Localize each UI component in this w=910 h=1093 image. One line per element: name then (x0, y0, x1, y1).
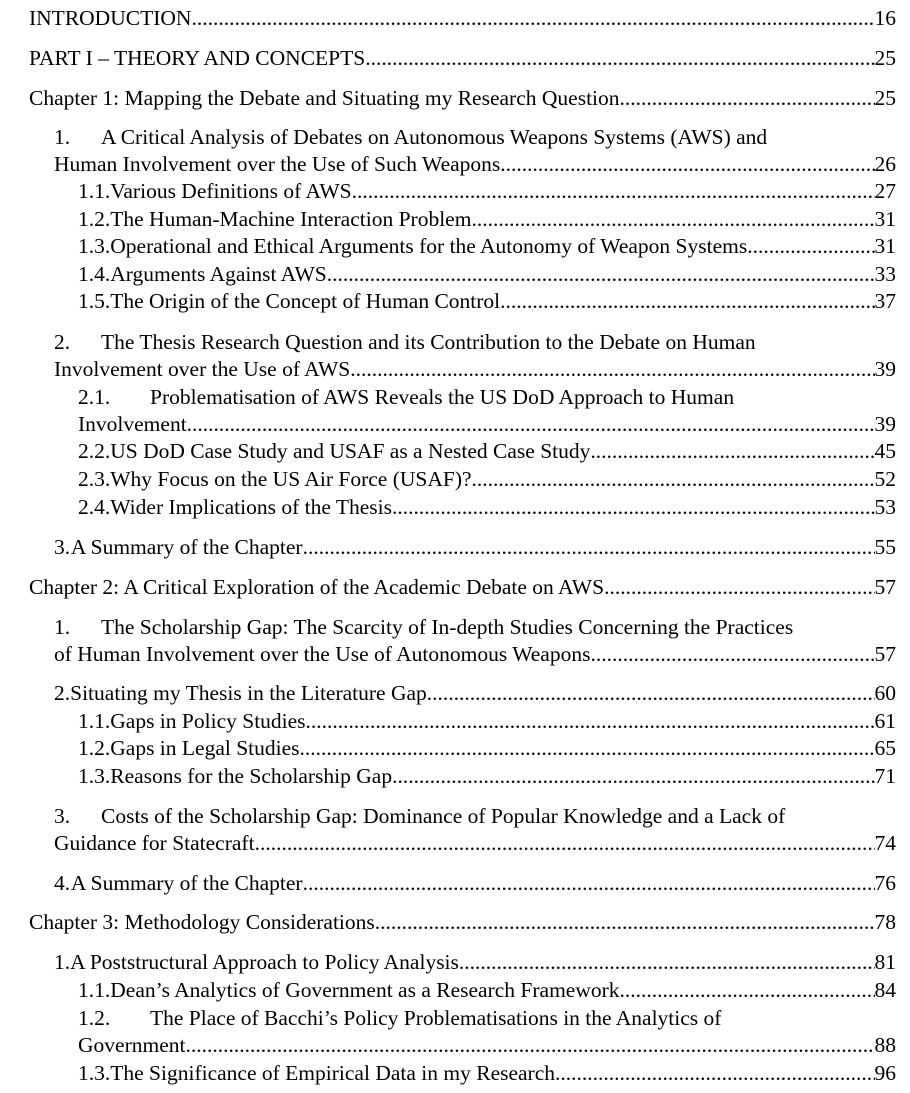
toc-entry-number: 3. (54, 535, 71, 559)
toc-entry-title: Involvement (78, 412, 187, 436)
dot-leader (350, 356, 874, 383)
toc-entry-page-number: 96 (874, 1061, 896, 1085)
toc-entry-page-number: 76 (874, 871, 896, 895)
toc-entry-number: 1.3. (78, 1061, 111, 1085)
toc-entry-title-first-line: The Scholarship Gap: The Scarcity of In-depth Studies Concerning the Practices (101, 615, 794, 639)
toc-entry-page-number: 27 (874, 179, 896, 203)
toc-entry-page-number: 60 (874, 681, 896, 705)
toc-entry-title: Why Focus on the US Air Force (USAF)? (110, 467, 472, 491)
toc-entry-title: A Summary of the Chapter (70, 535, 303, 559)
dot-leader (187, 411, 875, 438)
toc-entry-number: 2. (54, 681, 71, 705)
toc-entry-title: The Human-Machine Interaction Problem (110, 207, 472, 231)
toc-entry-page-number: 26 (874, 152, 896, 176)
toc-entry-page-number: 25 (874, 86, 896, 110)
toc-entry-page-number: 53 (874, 495, 896, 519)
dot-leader (500, 288, 874, 315)
toc-entry-title: Chapter 2: A Critical Exploration of the Academic Debate on AWS (29, 575, 605, 599)
toc-entry-number: 1.3. (78, 764, 111, 788)
toc-entry-page-number: 74 (874, 831, 896, 855)
toc-entry-title: Government (78, 1033, 186, 1057)
toc-entry-page-number: 16 (874, 6, 896, 30)
toc-entry-title: Chapter 1: Mapping the Debate and Situating my Research Question (29, 86, 620, 110)
toc-entry-number: 2.4. (78, 495, 111, 519)
dot-leader (427, 680, 875, 707)
dot-leader (303, 870, 875, 897)
toc-entry-page-number: 84 (874, 978, 896, 1002)
dot-leader (392, 494, 874, 521)
toc-entry-title: The Origin of the Concept of Human Control (110, 289, 501, 313)
toc-entry-page-number: 71 (874, 764, 896, 788)
toc-entry-title: PART I – THEORY AND CONCEPTS (29, 46, 366, 70)
toc-entry-title: Arguments Against AWS (110, 262, 327, 286)
dot-leader (300, 735, 875, 762)
toc-entry-page-number: 57 (874, 575, 896, 599)
toc-entry-page-number: 57 (874, 642, 896, 666)
toc-entry-number: 1.2. (78, 736, 111, 760)
toc-entry-title: Chapter 3: Methodology Considerations (29, 910, 375, 934)
dot-leader (472, 466, 875, 493)
toc-entry-title: INTRODUCTION (29, 6, 192, 30)
toc-entry-number: 1. (54, 950, 71, 974)
dot-leader (590, 438, 874, 465)
toc-entry-number: 2.1. (78, 385, 111, 409)
toc-entry-title: Reasons for the Scholarship Gap (110, 764, 393, 788)
dot-leader (306, 708, 875, 735)
toc-entry-title-first-line: Problematisation of AWS Reveals the US DoD Approach to Human (150, 385, 735, 409)
toc-entry-title: Situating my Thesis in the Literature Gap (70, 681, 427, 705)
toc-entry-page-number: 55 (874, 535, 896, 559)
dot-leader (604, 574, 874, 601)
dot-leader (500, 151, 874, 178)
dot-leader (191, 5, 874, 32)
toc-entry-number: 1.1. (78, 978, 111, 1002)
dot-leader (375, 909, 875, 936)
toc-entry-number: 2.3. (78, 467, 111, 491)
toc-entry-page-number: 65 (874, 736, 896, 760)
toc-entry-number: 2. (54, 330, 71, 354)
toc-entry-title-first-line: The Place of Bacchi’s Policy Problematisations in the Analytics of (150, 1006, 722, 1030)
toc-entry-title: Gaps in Legal Studies (110, 736, 300, 760)
toc-entry-title: Gaps in Policy Studies (110, 709, 306, 733)
toc-entry-title: of Human Involvement over the Use of Autonomous Weapons (54, 642, 591, 666)
toc-entry-page-number: 37 (874, 289, 896, 313)
toc-entry-number: 1. (54, 615, 71, 639)
dot-leader (747, 233, 874, 260)
toc-entry-title: Involvement over the Use of AWS (54, 357, 351, 381)
toc-entry-number: 1. (54, 125, 71, 149)
toc-entry-title: Wider Implications of the Thesis (110, 495, 393, 519)
toc-entry-page-number: 39 (874, 357, 896, 381)
toc-entry-title: Guidance for Statecraft (54, 831, 255, 855)
toc-entry-title: The Significance of Empirical Data in my Research (110, 1061, 556, 1085)
toc-entry-title: Various Definitions of AWS (110, 179, 352, 203)
toc-entry-number: 1.2. (78, 1006, 111, 1030)
toc-entry-page-number: 33 (874, 262, 896, 286)
dot-leader (471, 206, 874, 233)
toc-entry-number: 1.2. (78, 207, 111, 231)
toc-entry-number: 1.5. (78, 289, 111, 313)
dot-leader (620, 977, 875, 1004)
dot-leader (555, 1060, 874, 1087)
toc-entry-title-first-line: Costs of the Scholarship Gap: Dominance of Popular Knowledge and a Lack of (101, 804, 786, 828)
toc-entry-page-number: 52 (874, 467, 896, 491)
dot-leader (590, 641, 874, 668)
toc-entry-number: 4. (54, 871, 71, 895)
dot-leader (255, 830, 875, 857)
toc-entry-page-number: 31 (874, 207, 896, 231)
toc-entry-page-number: 78 (874, 910, 896, 934)
toc-entry-title: Human Involvement over the Use of Such Weapons (54, 152, 501, 176)
toc-entry-page-number: 31 (874, 234, 896, 258)
dot-leader (352, 178, 875, 205)
toc-entry-page-number: 61 (874, 709, 896, 733)
toc-entry-title-first-line: A Critical Analysis of Debates on Autonomous Weapons Systems (AWS) and (101, 125, 768, 149)
toc-entry-title: A Poststructural Approach to Policy Analysis (70, 950, 459, 974)
dot-leader (620, 85, 875, 112)
toc-entry-page-number: 81 (874, 950, 896, 974)
toc-entry-title: A Summary of the Chapter (70, 871, 303, 895)
toc-entry-page-number: 45 (874, 439, 896, 463)
toc-entry-number: 1.3. (78, 234, 111, 258)
dot-leader (327, 261, 875, 288)
toc-entry-number: 1.4. (78, 262, 111, 286)
toc-entry-title: Dean’s Analytics of Government as a Research Framework (110, 978, 620, 1002)
toc-entry-page-number: 25 (874, 46, 896, 70)
toc-entry-number: 1.1. (78, 709, 111, 733)
dot-leader (459, 949, 875, 976)
dot-leader (185, 1032, 874, 1059)
dot-leader (392, 763, 874, 790)
toc-entry-title: US DoD Case Study and USAF as a Nested Case Study (110, 439, 591, 463)
dot-leader (303, 534, 875, 561)
toc-entry-title-first-line: The Thesis Research Question and its Contribution to the Debate on Human (101, 330, 756, 354)
toc-entry-title: Operational and Ethical Arguments for the Autonomy of Weapon Systems (110, 234, 748, 258)
dot-leader (365, 45, 874, 72)
toc-entry-number: 3. (54, 804, 71, 828)
toc-entry-page-number: 88 (874, 1033, 896, 1057)
toc-entry-number: 1.1. (78, 179, 111, 203)
toc-entry-page-number: 39 (874, 412, 896, 436)
toc-entry-number: 2.2. (78, 439, 111, 463)
